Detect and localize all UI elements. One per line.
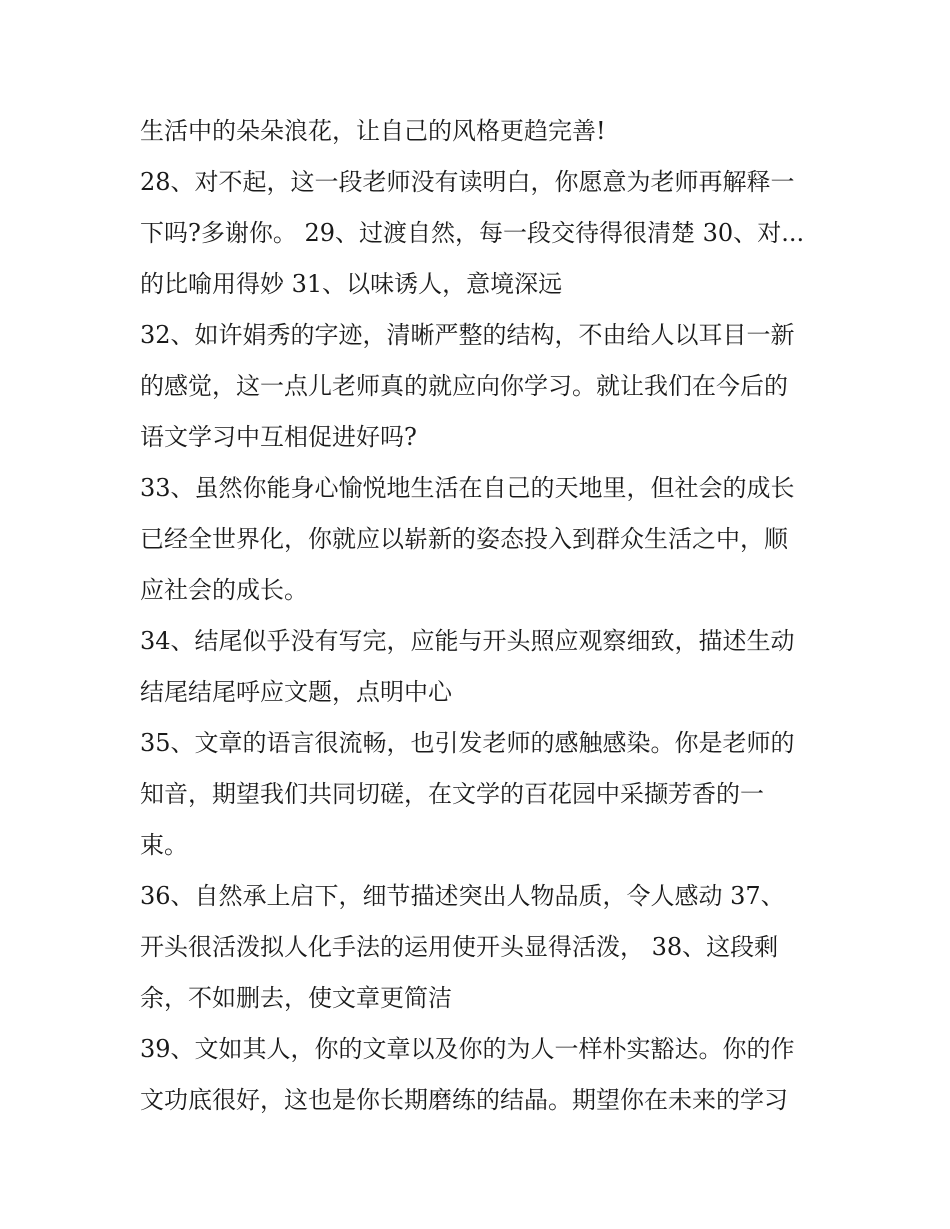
text-line: 束。	[140, 831, 188, 859]
text-line: 下吗?多谢你。 29、过渡自然，每一段交待得很清楚 30、对...	[140, 219, 805, 247]
text-line: 35、文章的语言很流畅，也引发老师的感触感染。你是老师的	[140, 729, 795, 757]
text-line: 语文学习中互相促进好吗?	[140, 423, 417, 451]
text-line: 余，不如删去，使文章更简洁	[140, 984, 452, 1012]
text-line: 的感觉，这一点儿老师真的就应向你学习。就让我们在今后的	[140, 372, 788, 400]
text-line: 28、对不起，这一段老师没有读明白，你愿意为老师再解释一	[140, 168, 795, 196]
text-line: 生活中的朵朵浪花，让自己的风格更趋完善!	[140, 117, 606, 145]
text-line: 33、虽然你能身心愉悦地生活在自己的天地里，但社会的成长	[140, 474, 795, 502]
document-body	[140, 106, 820, 1126]
text-line: 文功底很好，这也是你长期磨练的结晶。期望你在未来的学习	[140, 1086, 788, 1114]
text-line: 39、文如其人，你的文章以及你的为人一样朴实豁达。你的作	[140, 1035, 795, 1063]
text-line: 应社会的成长。	[140, 576, 308, 604]
text-line: 34、结尾似乎没有写完，应能与开头照应观察细致，描述生动	[140, 627, 795, 655]
text-line: 的比喻用得妙 31、以味诱人，意境深远	[140, 270, 563, 298]
text-line: 开头很活泼拟人化手法的运用使开头显得活泼， 38、这段剩	[140, 933, 779, 961]
text-line: 已经全世界化，你就应以崭新的姿态投入到群众生活之中，顺	[140, 525, 788, 553]
text-line: 结尾结尾呼应文题，点明中心	[140, 678, 452, 706]
text-line: 36、自然承上启下，细节描述突出人物品质，令人感动 37、	[140, 882, 785, 910]
text-line: 32、如许娟秀的字迹，清晰严整的结构，不由给人以耳目一新	[140, 321, 795, 349]
text-line: 知音，期望我们共同切磋，在文学的百花园中采撷芳香的一	[140, 780, 764, 808]
